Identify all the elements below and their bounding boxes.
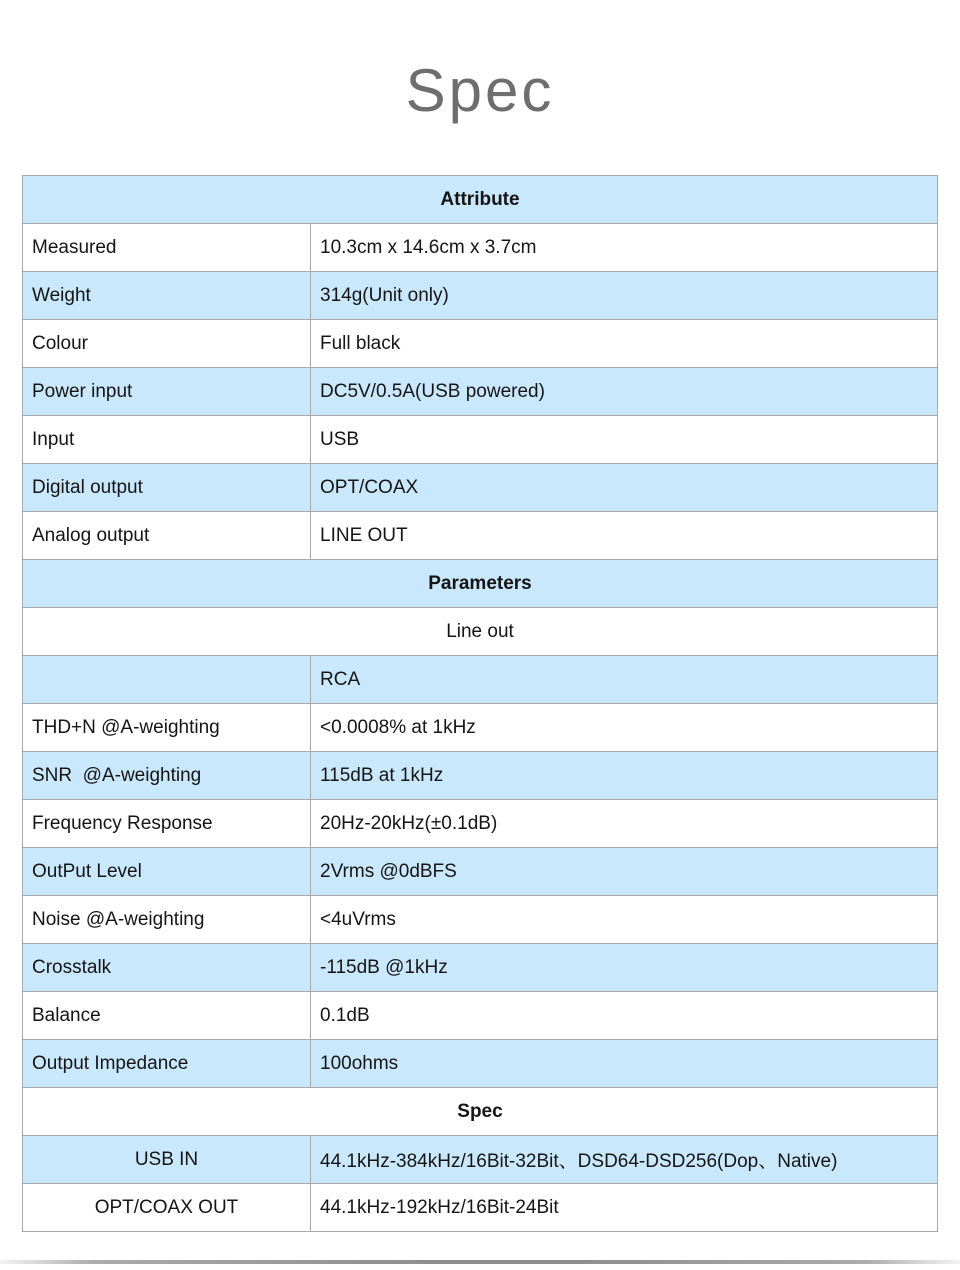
- attribute-value: 115dB at 1kHz: [311, 752, 938, 800]
- attribute-label: Digital output: [23, 464, 311, 512]
- attribute-value: USB: [311, 416, 938, 464]
- attribute-label: Crosstalk: [23, 944, 311, 992]
- attribute-value: Full black: [311, 320, 938, 368]
- attribute-value: RCA: [311, 656, 938, 704]
- attribute-label: Weight: [23, 272, 311, 320]
- table-row: [23, 608, 938, 656]
- table-row: [23, 848, 938, 896]
- attribute-value: OPT/COAX: [311, 464, 938, 512]
- attribute-label: OutPut Level: [23, 848, 311, 896]
- attribute-label: Output Impedance: [23, 1040, 311, 1088]
- table-row: [23, 464, 938, 512]
- attribute-label: Frequency Response: [23, 800, 311, 848]
- table-row: [23, 1040, 938, 1088]
- section-header-row: [23, 1088, 938, 1136]
- page-title: Spec: [405, 57, 555, 124]
- section-title: Parameters: [23, 560, 938, 608]
- attribute-value: <0.0008% at 1kHz: [311, 704, 938, 752]
- table-row: [23, 224, 938, 272]
- table-row: [23, 1184, 938, 1232]
- attribute-label: Measured: [23, 224, 311, 272]
- attribute-value: DC5V/0.5A(USB powered): [311, 368, 938, 416]
- attribute-label: Analog output: [23, 512, 311, 560]
- table-row: [23, 896, 938, 944]
- attribute-label: Colour: [23, 320, 311, 368]
- attribute-label: SNR @A-weighting: [23, 752, 311, 800]
- attribute-value: 20Hz-20kHz(±0.1dB): [311, 800, 938, 848]
- attribute-label: Noise @A-weighting: [23, 896, 311, 944]
- attribute-value: -115dB @1kHz: [311, 944, 938, 992]
- table-row: [23, 704, 938, 752]
- table-row: [23, 512, 938, 560]
- attribute-value: LINE OUT: [311, 512, 938, 560]
- subsection-title: Line out: [23, 608, 938, 656]
- section-title: Attribute: [23, 176, 938, 224]
- table-row: [23, 752, 938, 800]
- table-row: [23, 800, 938, 848]
- attribute-value: 44.1kHz-192kHz/16Bit-24Bit: [311, 1184, 938, 1232]
- attribute-label: Power input: [23, 368, 311, 416]
- attribute-label: [23, 656, 311, 704]
- table-row: [23, 272, 938, 320]
- spec-table: [22, 175, 938, 1232]
- bottom-divider: [0, 1260, 960, 1264]
- table-row: [23, 368, 938, 416]
- table-row: [23, 1136, 938, 1184]
- table-row: [23, 992, 938, 1040]
- attribute-label: Balance: [23, 992, 311, 1040]
- table-row: [23, 320, 938, 368]
- table-row: [23, 944, 938, 992]
- attribute-label: THD+N @A-weighting: [23, 704, 311, 752]
- attribute-value: <4uVrms: [311, 896, 938, 944]
- attribute-value: 2Vrms @0dBFS: [311, 848, 938, 896]
- attribute-value: 10.3cm x 14.6cm x 3.7cm: [311, 224, 938, 272]
- attribute-label: USB IN: [23, 1136, 311, 1184]
- attribute-value: 100ohms: [311, 1040, 938, 1088]
- section-header-row: [23, 176, 938, 224]
- attribute-label: OPT/COAX OUT: [23, 1184, 311, 1232]
- section-header-row: [23, 560, 938, 608]
- attribute-value: 0.1dB: [311, 992, 938, 1040]
- attribute-value: 314g(Unit only): [311, 272, 938, 320]
- spec-table-body: [23, 176, 938, 1232]
- attribute-value: 44.1kHz-384kHz/16Bit-32Bit、DSD64-DSD256(Dop、Native): [311, 1136, 938, 1184]
- section-title: Spec: [23, 1088, 938, 1136]
- attribute-label: Input: [23, 416, 311, 464]
- table-row: [23, 656, 938, 704]
- table-row: [23, 416, 938, 464]
